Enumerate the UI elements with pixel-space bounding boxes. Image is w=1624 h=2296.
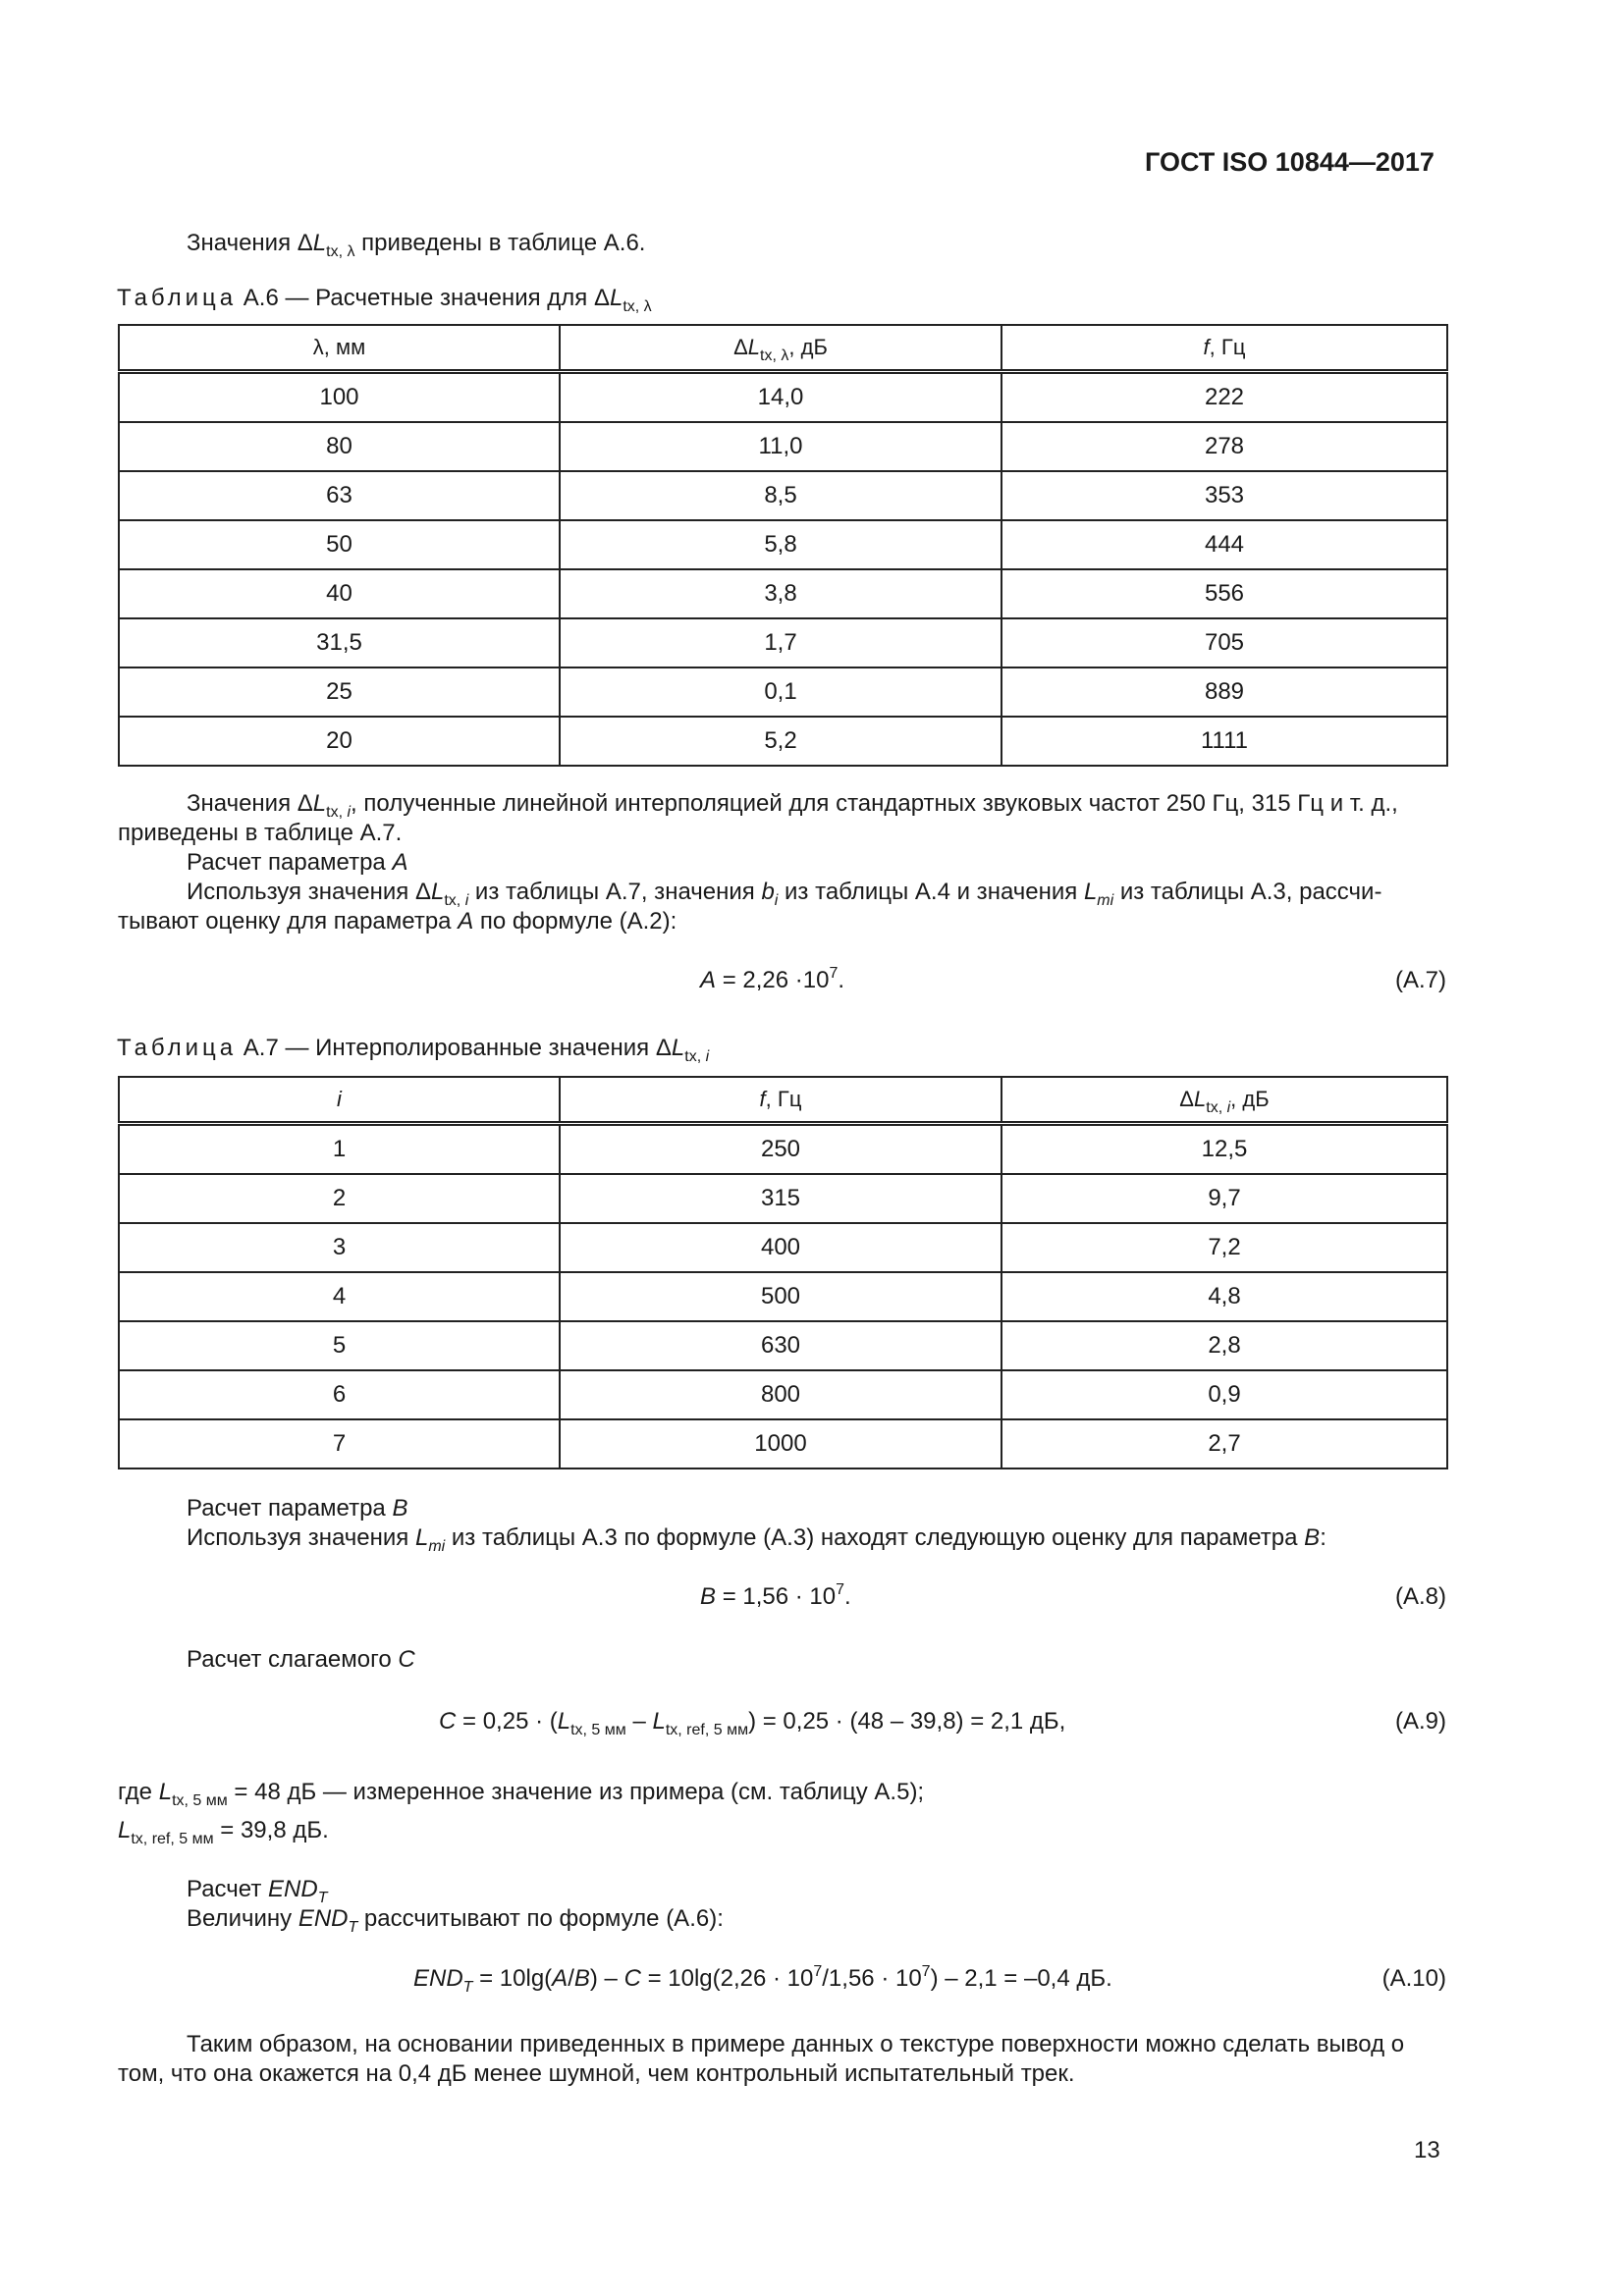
formula-a10-number: (А.10) xyxy=(1381,1965,1446,1992)
table-a7 xyxy=(118,1076,1448,1469)
table-row: 3 400 7,2 xyxy=(119,1223,1447,1272)
table-a6-header-row xyxy=(119,325,1447,372)
param-b-heading: Расчет параметра B xyxy=(187,1495,408,1522)
conclusion-paragraph: Таким образом, на основании приведенных в примере данных о текстуре поверхности можно сделать вывод о том, что она окажется на 0,4 дБ менее шумной, чем контрольный испытательный трек. xyxy=(118,2031,1405,2087)
table-row: 1 250 12,5 xyxy=(119,1124,1447,1175)
table-row: 5 630 2,8 xyxy=(119,1321,1447,1370)
table-a7-header-row xyxy=(119,1077,1447,1124)
intro-a6: Значения $\Delta L_{tx, \lambda}$ приведены в таблице А.6. xyxy=(187,230,646,260)
table-a7-col-i: i xyxy=(119,1077,560,1124)
table-row: 20 5,2 1111 xyxy=(119,717,1447,766)
table-row: 50 5,8 444 xyxy=(119,520,1447,569)
end-t-text: Величину $END_T$ рассчитывают по формуле (А.6): xyxy=(187,1905,724,1936)
formula-a7 xyxy=(118,967,1446,998)
table-row: 80 11,0 278 xyxy=(119,422,1447,471)
table-row: 40 3,8 556 xyxy=(119,569,1447,618)
table-row: 31,5 1,7 705 xyxy=(119,618,1447,667)
param-a-text: Используя значения $\Delta L_{tx, i}$ из таблицы А.7, значения $b_i$ из таблицы А.4 и значения $L_{mi}$ из таблицы А.3, рассчи-тывают оценку для параметра A по формуле (А.2): xyxy=(118,879,1382,934)
table-row: 6 800 0,9 xyxy=(119,1370,1447,1419)
term-c-heading: Расчет слагаемого C xyxy=(187,1646,415,1673)
where-line-1: где $L_{tx, 5 мм} = 48$ дБ — измеренное значение из примера (см. таблицу А.5); xyxy=(118,1779,925,1809)
table-row: 7 1000 2,7 xyxy=(119,1419,1447,1468)
table-a7-col-delta: $\Delta L_{tx, i}$, дБ xyxy=(1001,1077,1447,1124)
table-row: 2 315 9,7 xyxy=(119,1174,1447,1223)
formula-a9-number: (А.9) xyxy=(1394,1708,1446,1735)
table-row: 100 14,0 222 xyxy=(119,372,1447,423)
table-a7-col-freq: f, Гц xyxy=(560,1077,1001,1124)
formula-a10 xyxy=(118,1965,1446,1997)
formula-a8-expr: $B = 1,56 \cdot 10^7$. xyxy=(700,1581,851,1610)
table-a6-col-freq: f, Гц xyxy=(1001,325,1447,372)
end-t-heading: Расчет $END_T$ xyxy=(187,1876,328,1906)
formula-a8-number: (А.8) xyxy=(1394,1583,1446,1610)
page-number: 13 xyxy=(1414,2137,1440,2163)
table-row: 4 500 4,8 xyxy=(119,1272,1447,1321)
interp-paragraph: Значения $\Delta L_{tx, i}$, полученные линейной интерполяцией для стандартных звуковых частот 250 Гц, 315 Гц и т. д., приведены в таблице А.7. xyxy=(118,790,1398,846)
table-a6-caption: Таблица А.6 — Расчетные значения для $\Delta L_{tx, \lambda}$ xyxy=(117,285,652,315)
table-row: 63 8,5 353 xyxy=(119,471,1447,520)
table-row: 25 0,1 889 xyxy=(119,667,1447,717)
formula-a7-number: (А.7) xyxy=(1394,967,1446,993)
formula-a9 xyxy=(118,1708,1446,1739)
table-a6-col-lambda: λ, мм xyxy=(119,325,560,372)
table-a6-col-delta: $\Delta L_{tx, \lambda}$, дБ xyxy=(560,325,1001,372)
formula-a10-expr: $END_T = 10\lg(A/B) - C = 10\lg(2,26 \cdot 10^7/1,56 \cdot 10^7) - 2,1 = -0,4$ дБ. xyxy=(413,1963,1112,1996)
table-a7-caption: Таблица А.7 — Интерполированные значения $\Delta L_{tx, i}$ xyxy=(117,1035,710,1065)
where-line-2: $L_{tx, ref, 5 мм} = 39,8$ дБ. xyxy=(118,1817,329,1847)
formula-a8 xyxy=(118,1583,1446,1615)
param-a-heading: Расчет параметра A xyxy=(187,849,408,876)
standard-header: ГОСТ ISO 10844—2017 xyxy=(1145,147,1435,177)
table-a6 xyxy=(118,324,1448,767)
formula-a7-expr: $A = 2,26 \cdot 10^7$. xyxy=(700,965,845,993)
formula-a9-expr: $C = 0,25 \cdot (L_{tx, 5 мм} - L_{tx, ref, 5 мм}) = 0,25 \cdot (48 - 39,8) = 2,1$ дБ, xyxy=(439,1708,1066,1738)
param-b-text: Используя значения $L_{mi}$ из таблицы А.3 по формуле (А.3) находят следующую оценку для параметра B: xyxy=(187,1524,1326,1555)
